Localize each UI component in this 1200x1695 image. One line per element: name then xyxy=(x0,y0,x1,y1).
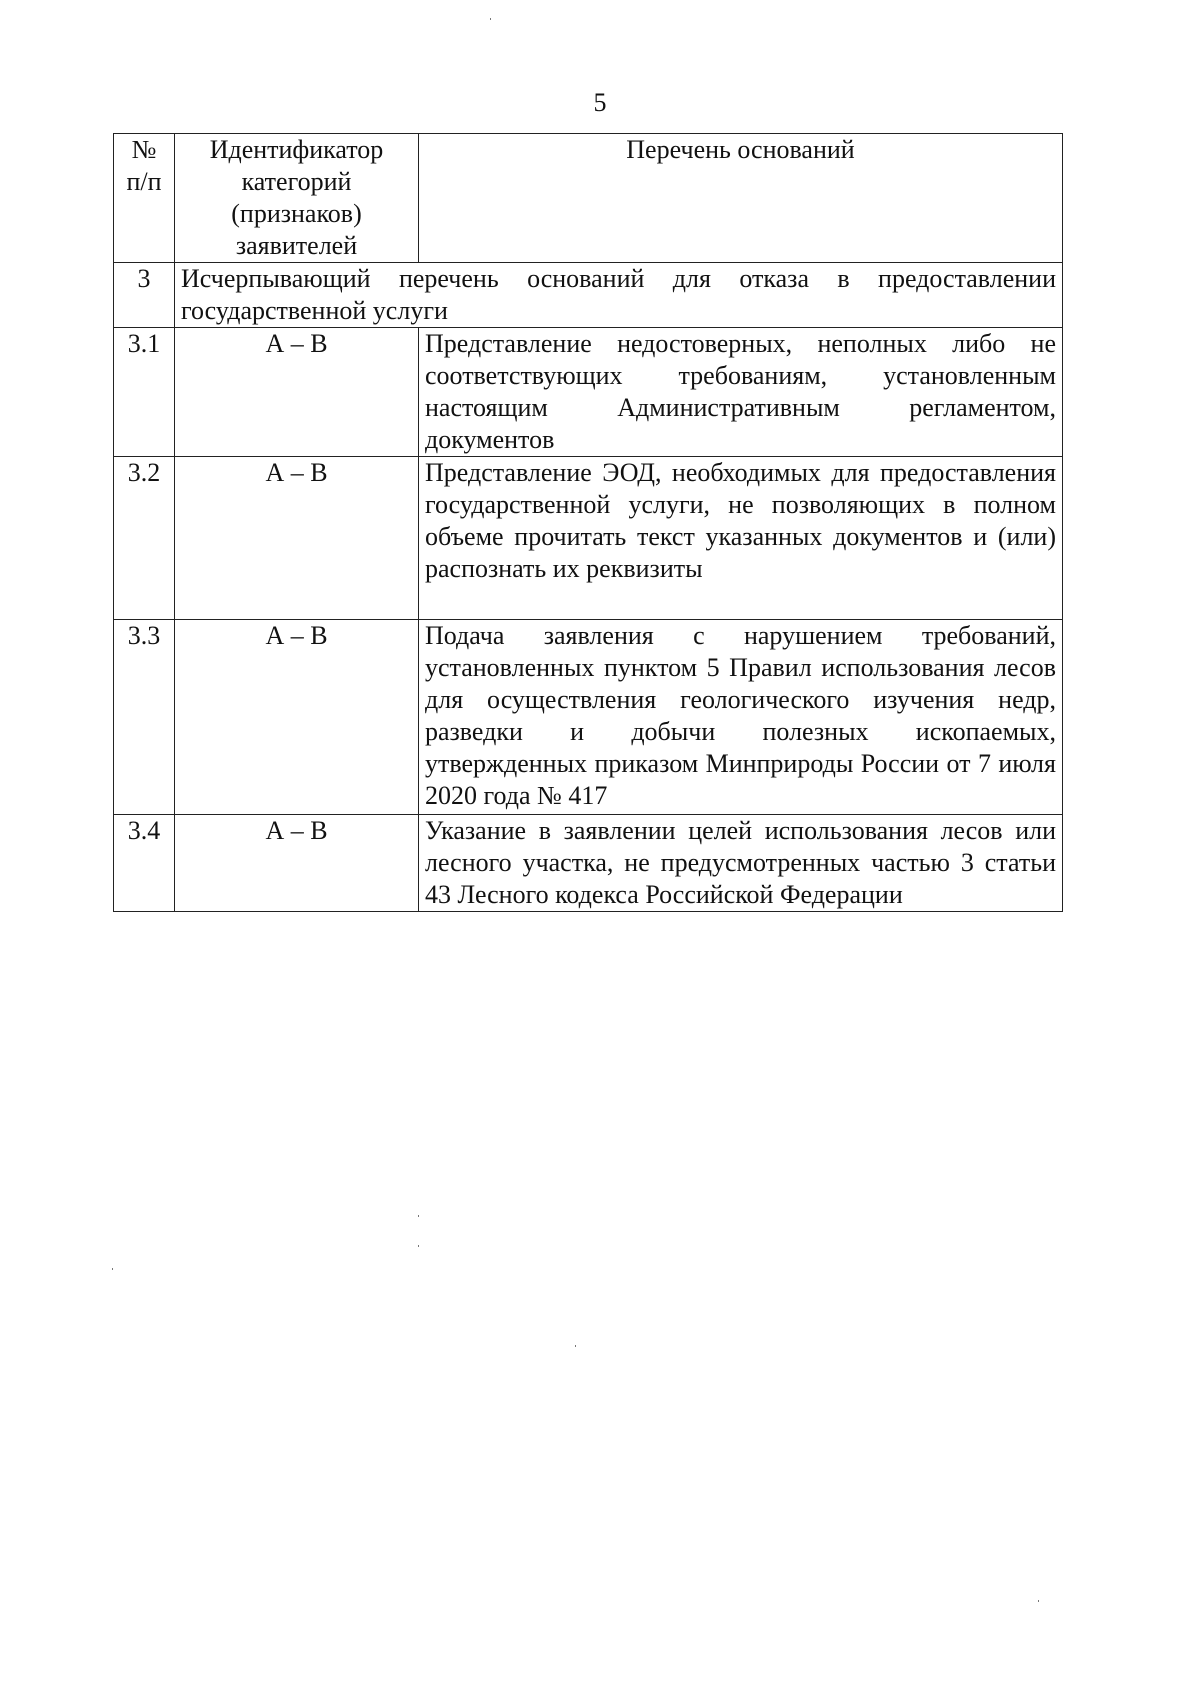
section-number: 3 xyxy=(114,263,175,328)
scan-speck xyxy=(1038,1600,1039,1602)
row-category: А – В xyxy=(175,815,419,912)
scan-speck xyxy=(575,1345,576,1347)
table-row xyxy=(114,620,1063,815)
grounds-table xyxy=(113,133,1063,912)
row-text: Подача заявления с нарушением требований, установленных пунктом 5 Правил использования лесов для осуществления геологического изучения недр, разведки и добычи полезных ископаемых, утвержденных приказом Минприроды России от 7 июля 2020 года № 417 xyxy=(419,620,1063,815)
row-number: 3.2 xyxy=(114,457,175,620)
header-number: № п/п xyxy=(114,134,175,263)
table-row xyxy=(114,328,1063,457)
section-title: Исчерпывающий перечень оснований для отказа в предоставлении государственной услуги xyxy=(175,263,1063,328)
row-text: Указание в заявлении целей использования лесов или лесного участка, не предусмотренных частью 3 статьи 43 Лесного кодекса Российской Федерации xyxy=(419,815,1063,912)
row-text: Представление ЭОД, необходимых для предоставления государственной услуги, не позволяющих в полном объеме прочитать текст указанных документов и (или) распознать их реквизиты xyxy=(419,457,1063,620)
row-category: А – В xyxy=(175,328,419,457)
scan-speck xyxy=(490,18,491,20)
header-grounds: Перечень оснований xyxy=(419,134,1063,263)
scan-speck xyxy=(112,1268,113,1270)
table-row xyxy=(114,815,1063,912)
row-number: 3.4 xyxy=(114,815,175,912)
scan-speck xyxy=(418,1245,419,1247)
section-row xyxy=(114,263,1063,328)
table-header-row xyxy=(114,134,1063,263)
row-text: Представление недостоверных, неполных либо не соответствующих требованиям, установленным настоящим Административным регламентом, документов xyxy=(419,328,1063,457)
table-row xyxy=(114,457,1063,620)
header-identifier: Идентификатор категорий (признаков) заявителей xyxy=(175,134,419,263)
row-category: А – В xyxy=(175,457,419,620)
page-number: 5 xyxy=(593,88,607,117)
row-number: 3.1 xyxy=(114,328,175,457)
row-number: 3.3 xyxy=(114,620,175,815)
row-category: А – В xyxy=(175,620,419,815)
scan-speck xyxy=(418,1215,419,1217)
